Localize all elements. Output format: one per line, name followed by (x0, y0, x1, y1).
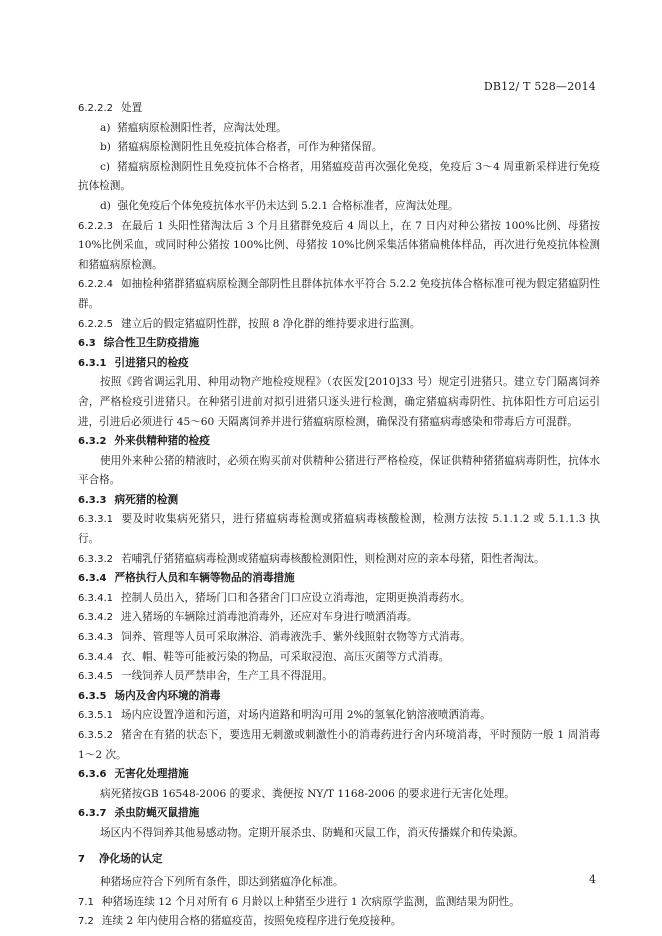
clause-6.3.4.5: 6.3.4.5 一线饲养人员严禁串舍，生产工具不得混用。 (78, 670, 333, 683)
heading-7: 7 净化场的认定 (78, 852, 163, 865)
item-d: d) 强化免疫后个体免疫抗体水平仍未达到 5.2.1 合格标准者，应淘汰处理。 (100, 199, 459, 212)
clause-6.3.5.2: 6.3.5.2 猪舍在有猪的状态下，要选用无刺激或刺激性小的消毒药进行舍内环境消毒，平时预防一般 1 周消毒 1～2 次。 (78, 729, 600, 761)
clause-7.2: 7.2 连续 2 年内使用合格的猪瘟疫苗，按照免疫程序进行免疫接种。 (78, 915, 402, 928)
clause-6.2.2.5: 6.2.2.5 建立后的假定猪瘟阴性群，按照 8 净化群的维持要求进行监测。 (78, 317, 421, 330)
heading-6.3.2: 6.3.2 外来供精种猪的检疫 (78, 435, 210, 448)
clause-6.3.5.1: 6.3.5.1 场内应设置净道和污道，对场内道路和明沟可用 2%的氢氧化钠溶液喷洒消毒。 (78, 709, 491, 722)
para-6.3.1: 按照《跨省调运乳用、种用动物产地检疫规程》（农医发[2010]33 号）规定引进猪只。建立专门隔离饲养舍，严格检疫引进猪只。在种猪引进前对拟引进猪只逐头进行检测，确定猪瘟病毒阴性、抗体阳性方可启运引进，引进后必须进行 45～60 天隔离饲养并进行猪瘟病原检测，确保没有猪瘟病毒感染和带毒后方可混群。 (78, 376, 600, 428)
heading-6.3.1: 6.3.1 引进猪只的检疫 (78, 356, 189, 369)
clause-6.2.2.3: 6.2.2.3 在最后 1 头阳性猪淘汰后 3 个月且猪群免疫后 4 周以上，在 7 日内对种公猪按 100%比例、母猪按 10%比例采血，或同时种公猪按 100%比例、母猪按 10%比例采集活体猪扁桃体样品，再次进行免疫抗体检测和猪瘟病原检测。 (78, 219, 600, 271)
page-number: 4 (589, 873, 596, 886)
item-c: c) 猪瘟病原检测阴性且免疫抗体不合格者，用猪瘟疫苗再次强化免疫，免疫后 3～4 周重新采样进行免疫抗体检测。 (78, 160, 600, 193)
heading-6.3.5: 6.3.5 场内及舍内环境的消毒 (78, 689, 221, 702)
item-b: b) 猪瘟病原检测阴性且免疫抗体合格者，可作为种猪保留。 (100, 141, 383, 154)
doc-code: DB12/ T 528—2014 (483, 80, 596, 93)
para-6.3.2: 使用外来种公猪的精液时，必须在购买前对供精种公猪进行严格检疫，保证供精种猪猪瘟病毒阴性，抗体水平合格。 (78, 454, 600, 487)
clause-6.3.4.1: 6.3.4.1 控制人员出入，猪场门口和各猪舍门口应设立消毒池，定期更换消毒药水。 (78, 591, 471, 604)
clause-6.3.4.3: 6.3.4.3 饲养、管理等人员可采取淋浴、消毒液洗手、紫外线照射衣物等方式消毒。 (78, 631, 471, 644)
heading-6.3: 6.3 综合性卫生防疫措施 (78, 337, 200, 350)
para-6.3.6: 病死猪按GB 16548-2006 的要求、粪便按 NY/T 1168-2006 的要求进行无害化处理。 (100, 787, 515, 800)
para-7: 种猪场应符合下列所有条件，即达到猪瘟净化标准。 (100, 876, 344, 889)
clause-7.1: 7.1 种猪场连续 12 个月对所有 6 月龄以上种猪至少进行 1 次病原学监测，监测结果为阴性。 (78, 895, 520, 908)
clause-6.3.3.2: 6.3.3.2 若哺乳仔猪猪瘟病毒检测或猪瘟病毒核酸检测阳性，则检测对应的亲本母猪，阳性者淘汰。 (78, 552, 545, 565)
document-body (78, 99, 600, 932)
item-a: a) 猪瘟病原检测阳性者，应淘汰处理。 (100, 121, 287, 134)
clause-6.3.4.4: 6.3.4.4 衣、帽、鞋等可能被污染的物品，可采取浸泡、高压灭菌等方式消毒。 (78, 650, 450, 663)
clause-6.3.3.1: 6.3.3.1 要及时收集病死猪只，进行猪瘟病毒检测或猪瘟病毒核酸检测，检测方法按 5.1.1.2 或 5.1.1.3 执行。 (78, 513, 600, 546)
heading-6.3.4: 6.3.4 严格执行人员和车辆等物品的消毒措施 (78, 572, 295, 585)
heading-6.3.3: 6.3.3 病死猪的检测 (78, 493, 179, 506)
clause-6.2.2.4: 6.2.2.4 如抽检种猪群猪瘟病原检测全部阴性且群体抗体水平符合 5.2.2 免疫抗体合格标准可视为假定猪瘟阴性群。 (78, 278, 600, 310)
clause-6.2.2.2: 6.2.2.2 处置 (78, 102, 143, 114)
heading-6.3.7: 6.3.7 杀虫防蝇灭鼠措施 (78, 807, 200, 820)
heading-6.3.6: 6.3.6 无害化处理措施 (78, 768, 189, 781)
clause-6.3.4.2: 6.3.4.2 进入猪场的车辆除过消毒池消毒外，还应对车身进行喷洒消毒。 (78, 611, 418, 624)
para-6.3.7: 场区内不得饲养其他易感动物。定期开展杀虫、防蝇和灭鼠工作，消灭传播媒介和传染源。 (100, 826, 524, 839)
